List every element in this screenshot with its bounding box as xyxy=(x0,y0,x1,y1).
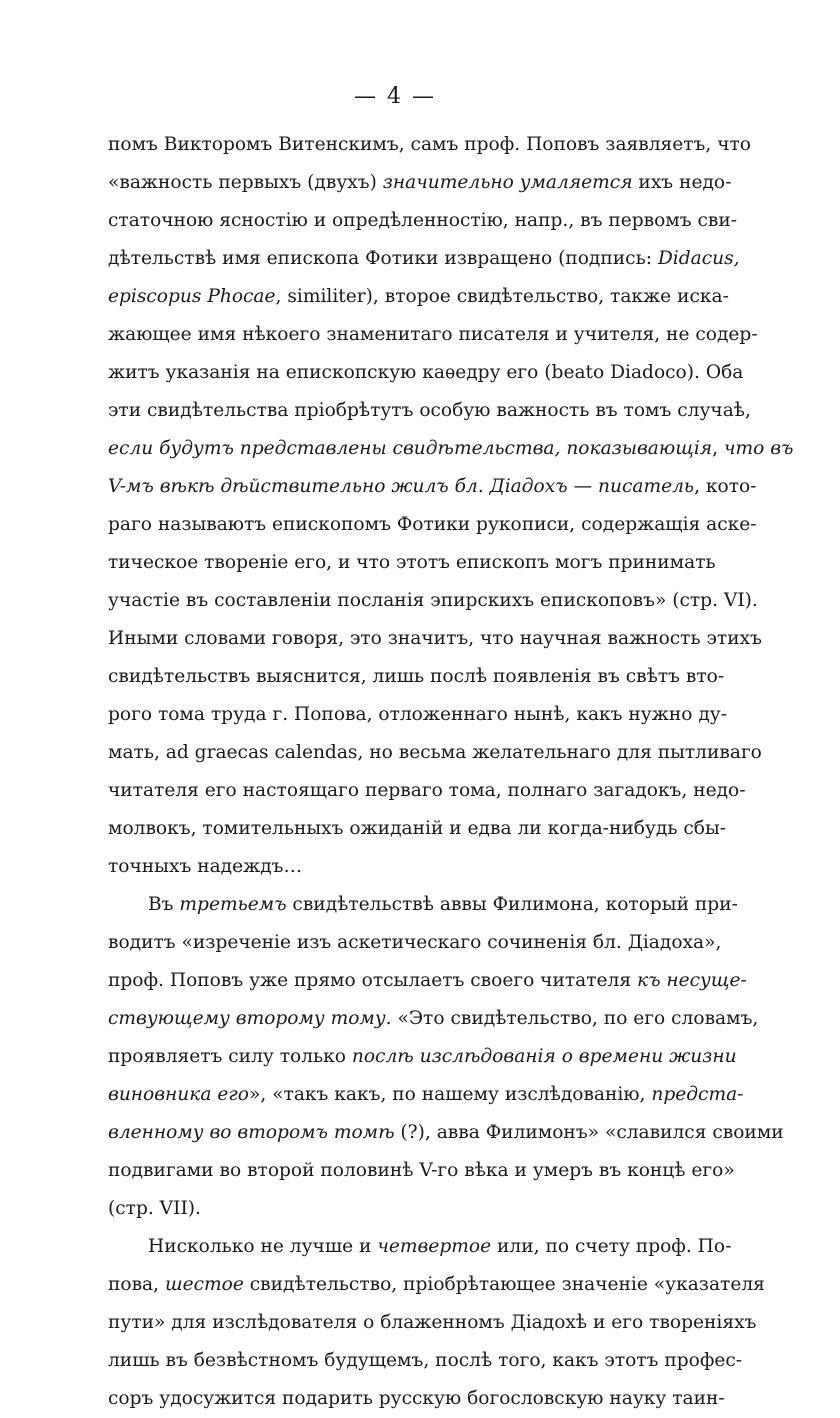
text-line xyxy=(108,696,727,734)
text-line xyxy=(108,582,758,620)
text-line xyxy=(108,164,732,202)
text-line xyxy=(108,886,738,924)
italic-text-segment: если будутъ представлены свидѣтельства, показывающія xyxy=(108,438,713,459)
italic-text-segment: значительно умаляется xyxy=(382,172,633,193)
text-line xyxy=(108,1152,735,1190)
text-segment: свидѣтельствъ выяснится, лишь послѣ появленія въ свѣтъ вто- xyxy=(108,666,725,687)
text-segment: соръ удосужится подарить русскую богословскую науку таин- xyxy=(108,1388,725,1409)
text-segment: «важность первыхъ (двухъ) xyxy=(108,172,383,193)
text-segment: Въ xyxy=(148,894,180,915)
text-segment: ихъ недо- xyxy=(632,172,732,193)
text-segment: участіе въ составленіи посланія эпирскихъ епископовъ» (стр. VI). xyxy=(108,590,758,611)
italic-text-segment: третьемъ xyxy=(179,894,287,915)
italic-text-segment: V-мъ вѣкѣ дѣйствительно жилъ бл. Діадохъ — писатель xyxy=(108,476,695,497)
text-segment: житъ указанія на епископскую каѳедру его (beato Diadoco). Оба xyxy=(108,362,744,383)
text-line xyxy=(108,506,757,544)
text-line xyxy=(108,126,751,164)
text-line xyxy=(108,658,725,696)
text-line xyxy=(108,1342,743,1380)
text-line xyxy=(108,1000,759,1038)
text-line xyxy=(108,430,794,468)
text-line xyxy=(108,316,758,354)
text-segment: Иными словами говоря, это значитъ, что научная важность этихъ xyxy=(108,628,762,649)
text-segment: жающее имя нѣкоего знаменитаго писателя и учителя, не содер- xyxy=(108,324,758,345)
italic-text-segment: ствующему второму тому. xyxy=(108,1008,392,1029)
text-line xyxy=(108,392,751,430)
text-line xyxy=(108,240,740,278)
text-segment: пова, xyxy=(108,1274,165,1295)
text-segment: », «такъ какъ, по нашему изслѣдованію, xyxy=(248,1084,652,1105)
italic-text-segment: что въ xyxy=(723,438,794,459)
text-segment: точныхъ надеждъ… xyxy=(108,856,303,877)
text-line xyxy=(108,810,727,848)
italic-text-segment: послѣ изслѣдованія о времени жизни xyxy=(351,1046,737,1067)
text-line xyxy=(108,1114,784,1152)
text-segment: проф. Поповъ уже прямо отсылаетъ своего читателя xyxy=(108,970,637,991)
text-line xyxy=(108,1380,725,1418)
text-segment: лишь въ безвѣстномъ будущемъ, послѣ того, какъ этотъ профес- xyxy=(108,1350,743,1371)
italic-text-segment: Didacus, xyxy=(657,248,740,269)
text-segment: мать, ad graecas calendas, но весьма желательнаго для пытливаго xyxy=(108,742,762,763)
italic-text-segment: шестое xyxy=(164,1274,244,1295)
italic-text-segment: виновника его xyxy=(108,1084,249,1105)
text-line xyxy=(108,962,747,1000)
text-segment: или, по счету проф. По- xyxy=(491,1236,732,1257)
italic-text-segment: вленному во второмъ томѣ xyxy=(108,1122,395,1143)
text-segment: Нисколько не лучше и xyxy=(148,1236,378,1257)
text-segment: статочною ясностію и опредѣленностію, напр., въ первомъ сви- xyxy=(108,210,738,231)
text-line xyxy=(108,620,762,658)
text-line xyxy=(108,202,738,240)
text-segment: дѣтельствѣ имя епископа Фотики извращено (подпись: xyxy=(108,248,658,269)
text-segment: подвигами во второй половинѣ V-го вѣка и умеръ въ концѣ его» xyxy=(108,1160,735,1181)
text-segment: проявляетъ силу только xyxy=(108,1046,352,1067)
text-segment: рого тома труда г. Попова, отложеннаго нынѣ, какъ нужно ду- xyxy=(108,704,727,725)
text-line xyxy=(108,1190,686,1228)
text-line xyxy=(108,772,746,810)
text-line xyxy=(108,848,686,886)
text-line xyxy=(108,1038,737,1076)
text-line xyxy=(108,1076,744,1114)
italic-text-segment: episcopus Phocae xyxy=(108,286,276,307)
text-segment: , similiter), второе свидѣтельство, также иска- xyxy=(275,286,729,307)
page-number: — 4 — xyxy=(354,84,436,109)
text-line xyxy=(108,468,757,506)
text-segment: (стр. VII). xyxy=(108,1198,201,1219)
text-segment: тическое твореніе его, и что этотъ епископъ могъ принимать xyxy=(108,552,716,573)
text-segment: , xyxy=(712,438,724,459)
text-segment: (?), авва Филимонъ» «славился своими xyxy=(394,1122,784,1143)
italic-text-segment: предста- xyxy=(651,1084,744,1105)
text-line xyxy=(108,278,729,316)
text-line xyxy=(108,924,722,962)
italic-text-segment: четвертое xyxy=(377,1236,492,1257)
text-segment: раго называютъ епископомъ Фотики рукописи, содержащія аске- xyxy=(108,514,757,535)
text-segment: читателя его настоящаго перваго тома, полнаго загадокъ, недо- xyxy=(108,780,746,801)
text-line xyxy=(108,544,716,582)
text-segment: свидѣтельство, пріобрѣтающее значеніе «указателя xyxy=(243,1274,765,1295)
text-line xyxy=(108,734,762,772)
text-segment: помъ Викторомъ Витенскимъ, самъ проф. Поповъ заявляетъ, что xyxy=(108,134,751,155)
text-line xyxy=(108,1228,732,1266)
text-segment: водитъ «изреченіе изъ аскетическаго сочиненія бл. Діадоха», xyxy=(108,932,722,953)
text-segment: эти свидѣтельства пріобрѣтутъ особую важность въ томъ случаѣ, xyxy=(108,400,751,421)
text-segment: , кото- xyxy=(694,476,757,497)
text-line xyxy=(108,1304,757,1342)
text-segment: свидѣтельствѣ аввы Филимона, который при- xyxy=(286,894,738,915)
text-line xyxy=(108,354,744,392)
text-segment: пути» для изслѣдователя о блаженномъ Діадохѣ и его твореніяхъ xyxy=(108,1312,757,1333)
text-segment: «Это свидѣтельство, по его словамъ, xyxy=(391,1008,759,1029)
italic-text-segment: къ несуще- xyxy=(636,970,747,991)
text-line xyxy=(108,1266,765,1304)
text-segment: молвокъ, томительныхъ ожиданій и едва ли когда-нибудь сбы- xyxy=(108,818,727,839)
body-text xyxy=(108,126,794,1418)
